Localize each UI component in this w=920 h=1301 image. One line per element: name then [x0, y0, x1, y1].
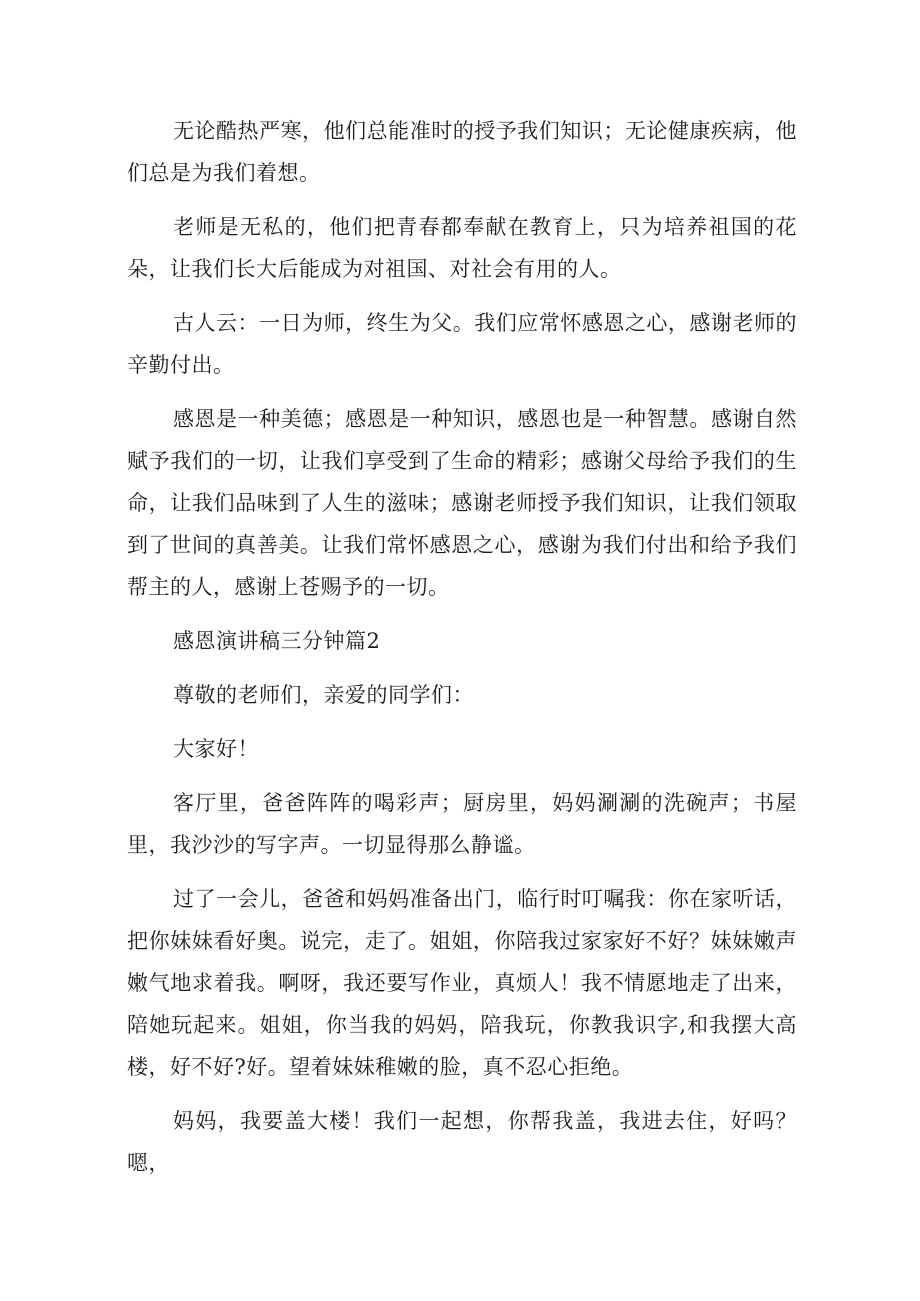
section-title: 感恩演讲稿三分钟篇2	[173, 629, 381, 653]
paragraph: 老师是无私的，他们把青春都奉献在教育上，只为培养祖国的花朵，让我们长大后能成为对祖国、对社会有用的人。	[127, 215, 797, 281]
paragraph: 无论酷热严寒，他们总能准时的授予我们知识；无论健康疾病，他们总是为我们着想。	[127, 119, 797, 185]
paragraph: 感恩是一种美德；感恩是一种知识，感恩也是一种智慧。感谢自然赋予我们的一切，让我们享受到了生命的精彩；感谢父母给予我们的生命，让我们品味到了人生的滋味；感谢老师授予我们知识，让我们领取到了世间的真善美。让我们常怀感恩之心，感谢为我们付出和给予我们帮主的人，感谢上苍赐予的一切。	[127, 407, 797, 599]
paragraph: 过了一会儿，爸爸和妈妈准备出门，临行时叮嘱我：你在家听话，把你妹妹看好奥。说完，走了。姐姐，你陪我过家家好不好？妹妹嫩声嫩气地求着我。啊呀，我还要写作业，真烦人！我不情愿地走了出来，陪她玩起来。姐姐，你当我的妈妈，陪我玩，你教我识字,和我摆大高楼，好不好?好。望着妹妹稚嫩的脸，真不忍心拒绝。	[127, 887, 797, 1079]
document-body	[127, 110, 797, 1196]
salutation: 尊敬的老师们，亲爱的同学们：	[173, 683, 474, 707]
paragraph: 古人云：一日为师，终生为父。我们应常怀感恩之心，感谢老师的辛勤付出。	[127, 311, 797, 377]
paragraph: 妈妈，我要盖大楼！我们一起想，你帮我盖，我进去住，好吗？嗯，	[127, 1109, 797, 1175]
paragraph: 客厅里，爸爸阵阵的喝彩声；厨房里，妈妈涮涮的洗碗声；书屋里，我沙沙的写字声。一切显得那么静谧。	[127, 791, 797, 857]
greeting: 大家好！	[173, 737, 259, 761]
